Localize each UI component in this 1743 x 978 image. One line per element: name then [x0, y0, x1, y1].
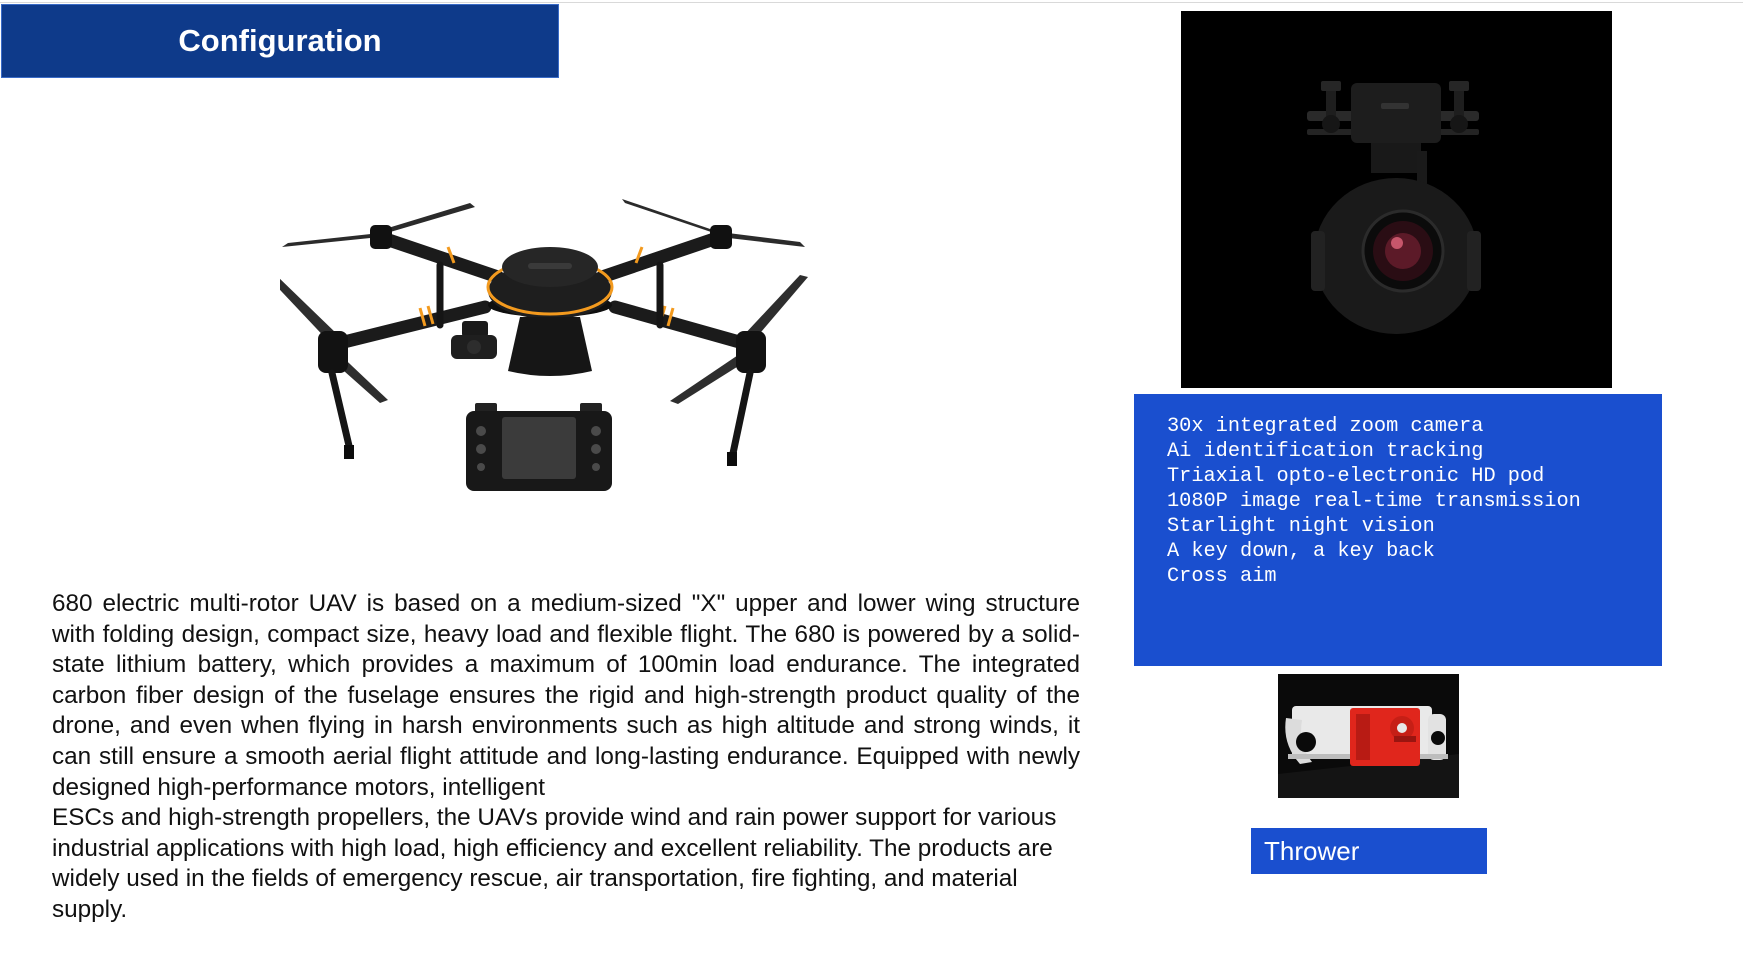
thrower-image — [1278, 674, 1459, 798]
feature-item: Starlight night vision — [1167, 515, 1435, 538]
feature-item: A key down, a key back — [1167, 540, 1435, 563]
feature-item: 30x integrated zoom camera — [1167, 415, 1484, 438]
feature-list — [1167, 414, 1662, 589]
camera-features-panel — [1134, 394, 1662, 666]
feature-item: Ai identification tracking — [1167, 440, 1484, 463]
description-paragraph: ESCs and high-strength propellers, the UAVs provide wind and rain power support for various industrial applications with high load, high efficiency and excellent reliability. The products are widely used in the fields of emergency rescue, air transportation, fire fighting, and material supply. — [52, 804, 1057, 923]
page-title: Configuration — [1, 4, 559, 78]
top-divider — [0, 2, 1743, 3]
drone-image — [280, 195, 820, 555]
feature-item: 1080P image real-time transmission — [1167, 490, 1581, 513]
description-paragraph: 680 electric multi-rotor UAV is based on a medium-sized "X" upper and lower wing structure with folding design, compact size, heavy load and flexible flight. The 680 is powered by a solid-state lithium battery, which provides a maximum of 100min load endurance. The integrated carbon fiber design of the fuselage ensures the rigid and high-strength product quality of the drone, and even when flying in harsh environments such as high altitude and strong winds, it can still ensure a smooth aerial flight attitude and long-lasting endurance. Equipped with newly designed high-performance motors, intelligent — [52, 590, 1080, 801]
gimbal-camera-image — [1181, 11, 1612, 388]
feature-item: Cross aim — [1167, 565, 1277, 588]
thrower-label: Thrower — [1251, 828, 1487, 874]
product-description — [52, 589, 1080, 926]
feature-item: Triaxial opto-electronic HD pod — [1167, 465, 1545, 488]
